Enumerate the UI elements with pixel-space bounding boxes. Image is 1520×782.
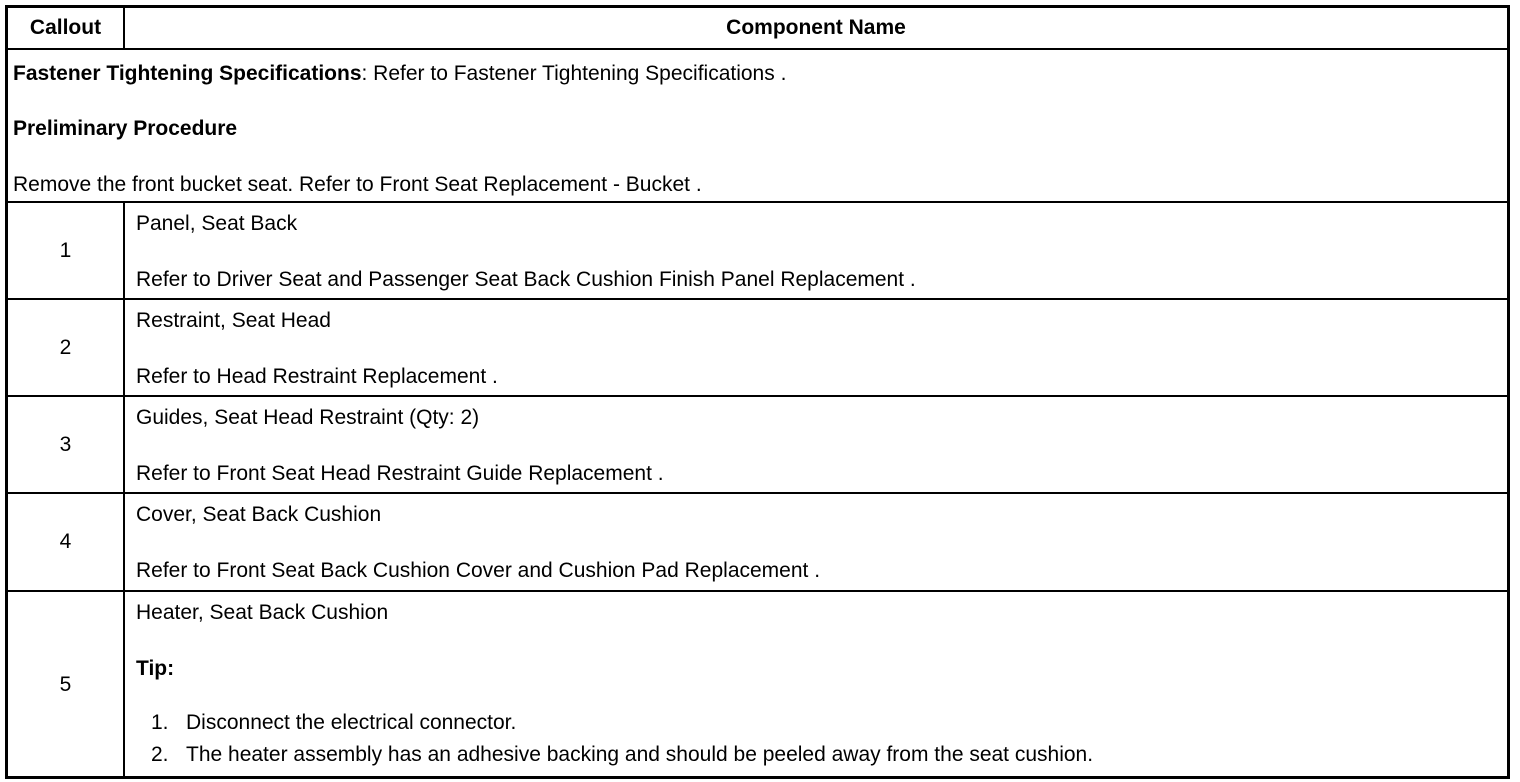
callout-cell: 4 (8, 494, 125, 590)
component-name: Restraint, Seat Head (136, 309, 331, 332)
component-note: Refer to Front Seat Head Restraint Guide Replacement . (136, 462, 664, 485)
table-row (8, 298, 1507, 395)
component-name: Panel, Seat Back (136, 212, 298, 235)
component-note: Refer to Driver Seat and Passenger Seat Back Cushion Finish Panel Replacement . (136, 268, 916, 291)
component-name: Heater, Seat Back Cushion (136, 601, 389, 624)
callout-cell: 5 (8, 592, 125, 778)
component-cell (131, 592, 1507, 778)
table-row (8, 201, 1507, 298)
callout-cell: 3 (8, 397, 125, 492)
fastener-label: Fastener Tightening Specifications (13, 62, 362, 85)
component-note: Refer to Front Seat Back Cushion Cover and Cushion Pad Replacement . (136, 559, 821, 582)
step-number: 2. (151, 743, 169, 766)
step-text: The heater assembly has an adhesive backing and should be peeled away from the seat cushion. (186, 743, 1094, 766)
intro-section (8, 48, 1507, 201)
header-component-name: Component Name (726, 16, 906, 39)
callout-cell: 1 (8, 203, 125, 298)
component-cell (131, 397, 1507, 492)
header-callout: Callout (8, 8, 125, 48)
step-text: Disconnect the electrical connector. (186, 711, 517, 734)
table-row (8, 590, 1507, 778)
component-cell (131, 494, 1507, 590)
table-row (8, 395, 1507, 492)
component-name: Guides, Seat Head Restraint (Qty: 2) (136, 406, 480, 429)
step-number: 1. (151, 711, 169, 734)
component-cell (131, 203, 1507, 298)
callout-cell: 2 (8, 300, 125, 395)
table-header (8, 8, 1507, 48)
remove-seat-text: Remove the front bucket seat. Refer to Front Seat Replacement - Bucket . (13, 173, 702, 196)
component-name: Cover, Seat Back Cushion (136, 503, 382, 526)
component-cell (131, 300, 1507, 395)
table-row (8, 492, 1507, 590)
tip-label: Tip: (136, 657, 175, 680)
component-table (5, 5, 1510, 779)
fastener-text: : Refer to Fastener Tightening Specifications . (361, 62, 787, 85)
component-note: Refer to Head Restraint Replacement . (136, 365, 498, 388)
preliminary-heading: Preliminary Procedure (13, 117, 238, 140)
fastener-line (13, 62, 786, 86)
